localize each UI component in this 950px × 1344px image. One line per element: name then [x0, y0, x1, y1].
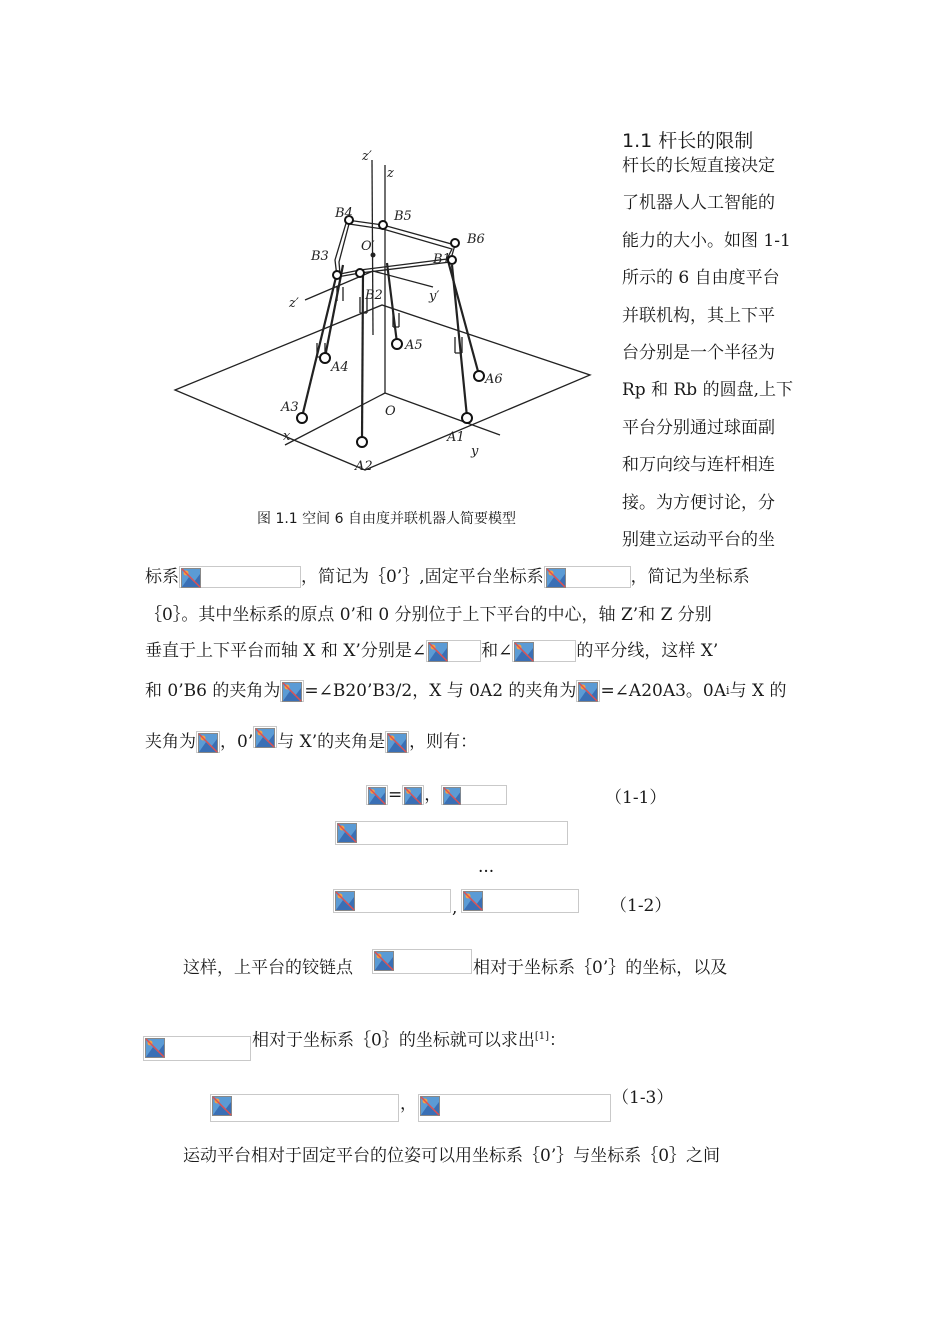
broken-image-icon: [280, 680, 304, 702]
comma: ，: [400, 1094, 417, 1114]
broken-image-icon: [253, 726, 277, 748]
figure-caption: 图 1.1 空间 6 自由度并联机器人简要模型: [257, 511, 516, 527]
side-line: 接。为方便讨论，分: [622, 492, 775, 513]
side-line: 能力的大小。如图 1-1: [622, 230, 791, 251]
label-b5: B5: [394, 209, 412, 224]
broken-image-icon: [461, 889, 579, 913]
text: ，0’: [220, 732, 254, 752]
text: ，则有：: [409, 732, 478, 752]
side-line: 了机器人人工智能的: [622, 193, 775, 214]
label-a3: A3: [281, 400, 299, 415]
broken-image-icon: [333, 889, 451, 913]
label-b2: B2: [365, 288, 383, 303]
label-x: x: [283, 429, 291, 444]
broken-image-icon: [441, 785, 507, 805]
side-line: 杆长的长短直接决定: [622, 156, 775, 176]
text: 的平分线，这样 X’: [576, 641, 719, 661]
broken-image-icon: [143, 1036, 251, 1061]
text: =∠B20’B3/2，X 与 0A2 的夹角为: [304, 681, 577, 701]
body-line-6a: 这样，上平台的铰链点: [183, 958, 353, 978]
label-a1: A1: [447, 430, 465, 445]
equation-1-1: [366, 785, 507, 805]
side-line: 台分别是一个半径为: [622, 342, 775, 363]
body-line-2: ｛0｝。其中坐标系的原点 0’和 0 分别位于上下平台的中心，轴 Z’和 Z 分别: [145, 605, 712, 625]
label-y: y: [471, 444, 479, 459]
body-line-8: 运动平台相对于固定平台的位姿可以用坐标系｛0’｝与坐标系｛0｝之间: [183, 1146, 721, 1166]
text: ：: [549, 1030, 566, 1051]
body-line-6b: 相对于坐标系｛0’｝的坐标，以及: [473, 958, 728, 978]
text: 夹角为: [145, 732, 196, 752]
comma: ,: [452, 898, 458, 918]
body-line-5: [145, 731, 477, 753]
text: 和∠: [481, 641, 513, 661]
text: 和 0’B6 的夹角为: [145, 681, 281, 701]
broken-image-icon: [335, 821, 568, 845]
text: 与 X 的: [729, 681, 787, 701]
equation-1-3-label: （1-3）: [612, 1088, 674, 1108]
text: 垂直于上下平台而轴 X 和 X’分别是∠: [145, 641, 427, 661]
label-y-prime: y′: [429, 289, 440, 304]
body-line-7: [252, 1027, 566, 1051]
broken-image-icon: [512, 640, 576, 662]
broken-image-icon: [418, 1094, 611, 1122]
text: =: [388, 785, 403, 805]
label-b6: B6: [467, 232, 485, 247]
broken-image-icon: [366, 785, 388, 805]
side-line: 所示的 6 自由度平台: [622, 268, 780, 289]
broken-image-icon: [179, 566, 301, 588]
body-line-3: [145, 640, 718, 662]
text: 标系: [145, 567, 179, 587]
side-line: Rp 和 Rb 的圆盘,上下: [622, 380, 793, 401]
broken-image-icon: [372, 949, 472, 974]
label-o-prime: O′: [361, 239, 375, 254]
label-a6: A6: [485, 372, 503, 387]
ground-plane: [175, 305, 590, 470]
label-z: z: [387, 166, 394, 181]
text: 与 X’的夹角是: [277, 732, 386, 752]
broken-image-icon: [544, 566, 631, 588]
text: ，: [424, 785, 442, 805]
label-b3: B3: [311, 249, 329, 264]
side-line: 和万向绞与连杆相连: [622, 455, 775, 476]
equation-1-1-label: （1-1）: [605, 788, 667, 808]
body-line-1: [145, 566, 750, 588]
side-line: 别建立运动平台的坐: [622, 529, 775, 550]
label-o: O: [385, 404, 396, 419]
section-heading: 1.1 杆长的限制: [622, 130, 754, 152]
broken-image-icon: [402, 785, 424, 805]
citation-ref[interactable]: [1]: [534, 1031, 549, 1042]
ellipsis: ···: [478, 862, 495, 882]
label-b1: B1: [433, 252, 451, 267]
label-a2: A2: [355, 459, 373, 474]
figure-parallel-robot: [165, 125, 605, 495]
broken-image-icon: [576, 680, 600, 702]
subscript: i: [726, 684, 730, 697]
side-paragraph: [622, 156, 793, 567]
broken-image-icon: [385, 731, 409, 753]
upper-platform: [335, 220, 455, 277]
parallel-robot-diagram: [165, 125, 605, 495]
label-a4: A4: [331, 360, 349, 375]
side-line: 并联机构，其上下平: [622, 305, 775, 326]
label-a5: A5: [405, 338, 423, 353]
label-z-prime: z′: [362, 149, 372, 164]
equation-1-2-label: （1-2）: [610, 896, 672, 916]
side-line: 平台分别通过球面副: [622, 417, 775, 438]
text: ，简记为坐标系: [630, 567, 750, 587]
text: =∠A20A3。0A: [600, 681, 727, 701]
label-b4: B4: [335, 206, 353, 221]
broken-image-icon: [210, 1094, 399, 1122]
body-line-4: [145, 680, 786, 702]
broken-image-icon: [426, 640, 481, 662]
broken-image-icon: [196, 731, 220, 753]
text: ，简记为｛0’｝,固定平台坐标系: [301, 567, 544, 587]
text: 相对于坐标系｛0｝的坐标就可以求出: [252, 1030, 535, 1051]
label-z-prime-axis: z′: [289, 296, 299, 311]
